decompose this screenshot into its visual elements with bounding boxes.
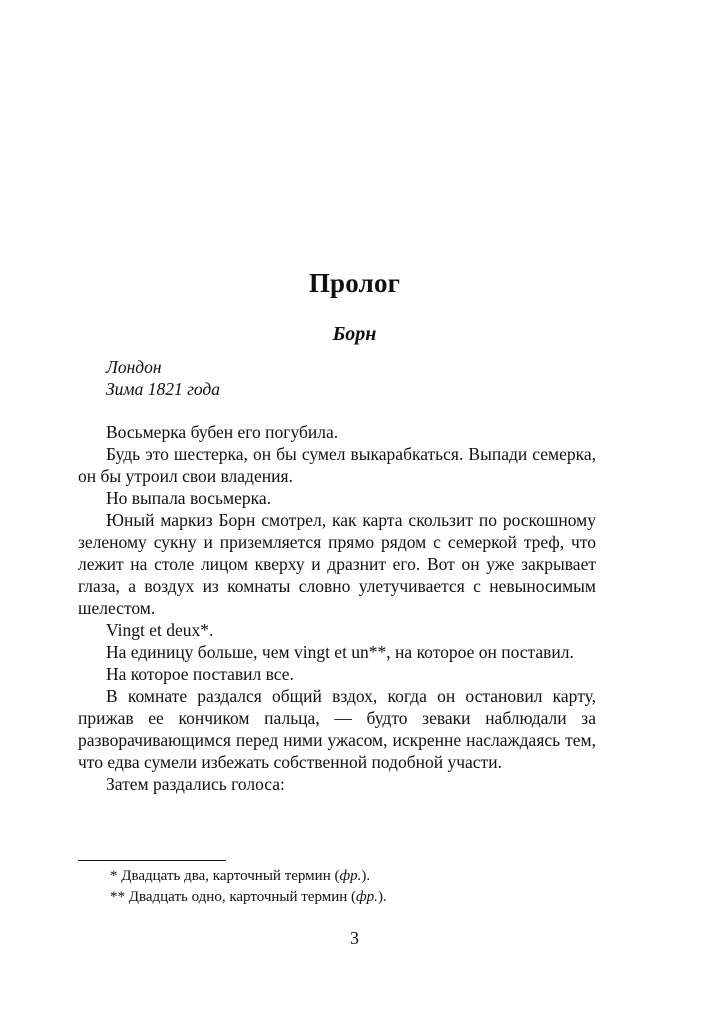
paragraph: В комнате раздался общий вздох, когда он остановил карту, прижав ее кончиком пальца, — будто зеваки наблюдали за разворачивающимся перед ними ужасом, искренне наслаждаясь тем, что едва сумели избежать собственной подобной участи. (78, 686, 596, 772)
footnote-divider (78, 860, 226, 861)
place-label: Лондон (106, 357, 162, 377)
paragraph: Затем раздались голоса: (106, 774, 285, 794)
footnote-lang: фр. (356, 889, 378, 905)
footnote: * Двадцать два, карточный термин (фр.). (110, 868, 371, 884)
paragraph: На единицу больше, чем vingt et un**, на которое он поставил. (106, 642, 574, 662)
section-title: Борн (332, 323, 377, 345)
footnote-mark: * (110, 868, 118, 884)
paragraph: Юный маркиз Борн смотрел, как карта скользит по роскошному зеленому сукну и приземляется прямо рядом с семеркой треф, что лежит на столе лицом кверху и дразнит его. Вот он уже закрывает глаза, а воздух из комнаты словно улетучивается с невыносимым шелестом. (78, 510, 596, 618)
footnotes (78, 866, 596, 908)
paragraph: Но выпала восьмерка. (106, 488, 271, 508)
paragraph: На которое поставил все. (106, 664, 294, 684)
footnote-mark: ** (110, 889, 125, 905)
paragraph: Восьмерка бубен его погубила. (106, 422, 339, 442)
footnote-lang: фр. (339, 868, 362, 884)
page-number: 3 (350, 928, 359, 948)
paragraph: Vingt et deux*. (106, 620, 214, 640)
chapter-title: Пролог (308, 268, 401, 298)
place-date-block (106, 356, 220, 400)
date-label: Зима 1821 года (106, 379, 221, 399)
footnote: ** Двадцать одно, карточный термин (фр.). (110, 889, 387, 905)
footnote-text: Двадцать одно, карточный термин (128, 889, 348, 905)
footnote-text: Двадцать два, карточный термин (121, 868, 331, 884)
body-text (78, 421, 596, 795)
paragraph: Будь это шестерка, он бы сумел выкарабкаться. Выпади семерка, он бы утроил свои владения. (78, 444, 596, 486)
